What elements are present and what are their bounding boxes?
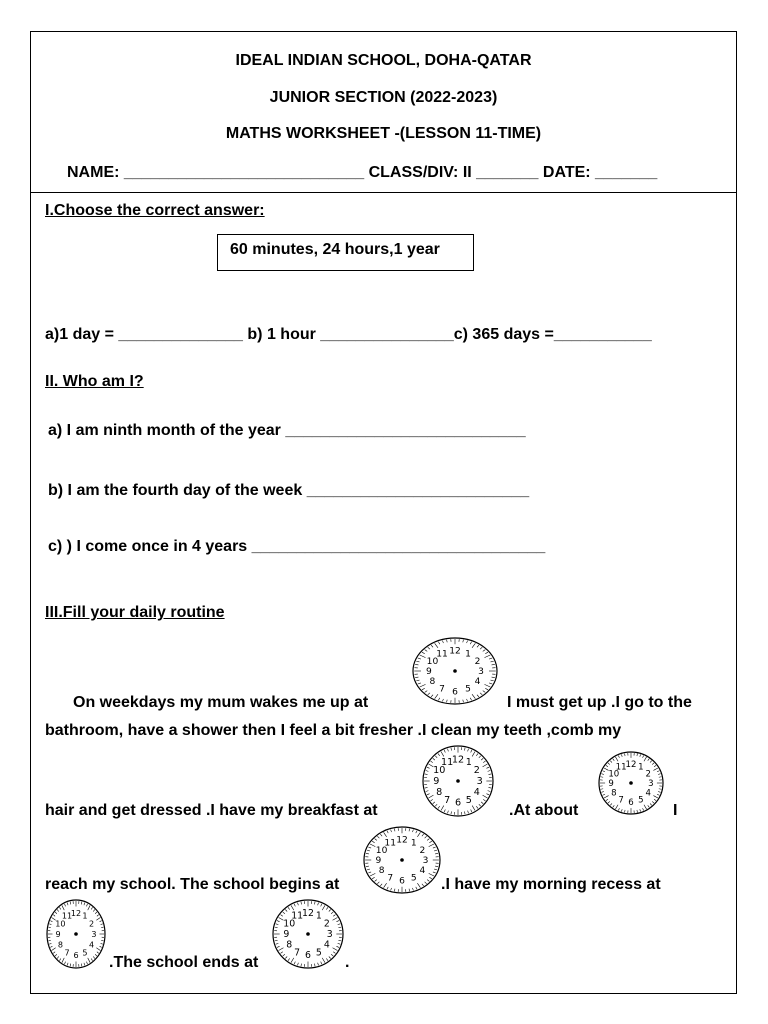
clock-number: 11 xyxy=(61,911,73,921)
clock-icon xyxy=(411,636,499,706)
clock-number: 5 xyxy=(410,873,417,884)
clock-number: 6 xyxy=(454,797,462,809)
routine-line5: .The school ends at xyxy=(109,954,259,971)
clock-number: 10 xyxy=(283,918,296,930)
clock-icon xyxy=(597,750,665,816)
clock-number: 7 xyxy=(618,795,624,806)
clock-number: 11 xyxy=(441,757,454,769)
routine-line4-start: reach my school. The school begins at xyxy=(45,876,340,893)
clock-number: 6 xyxy=(399,876,405,887)
options-box: 60 minutes, 24 hours,1 year xyxy=(217,234,474,271)
clock-number: 5 xyxy=(82,948,88,958)
routine-line4-end: .I have my morning recess at xyxy=(441,876,661,893)
clock-number: 4 xyxy=(89,940,95,950)
clock-number: 2 xyxy=(474,656,481,667)
clock-center xyxy=(400,858,404,862)
routine-line1-start: On weekdays my mum wakes me up at xyxy=(73,694,369,711)
clock-number: 10 xyxy=(375,845,388,856)
clock-number: 1 xyxy=(315,910,322,922)
clock-number: 12 xyxy=(302,907,314,919)
clock-number: 6 xyxy=(305,950,311,962)
clock-number: 4 xyxy=(323,939,330,951)
clock-number: 2 xyxy=(89,919,95,929)
routine-line3-mid: .At about xyxy=(509,802,579,819)
clock-number: 4 xyxy=(419,866,426,877)
clock-icon xyxy=(421,744,495,818)
clock-number: 9 xyxy=(283,929,290,940)
clock-number: 1 xyxy=(638,762,644,773)
clock-number: 2 xyxy=(473,765,480,777)
name-class-date-line: NAME: ___________________________ CLASS/DIV: II _______ DATE: _______ xyxy=(67,164,658,181)
clock-number: 9 xyxy=(375,856,382,866)
question-c: c) ) I come once in 4 years _________________________________ xyxy=(48,538,546,555)
clock-number: 8 xyxy=(436,786,443,798)
clock-number: 9 xyxy=(608,779,614,789)
clock-icon xyxy=(362,825,442,895)
clock-number: 7 xyxy=(387,873,394,884)
clock-number: 9 xyxy=(433,776,440,787)
clock-number: 4 xyxy=(473,786,480,798)
clock-number: 10 xyxy=(608,769,620,780)
clock-number: 10 xyxy=(55,919,66,929)
section1-questions: a)1 day = ______________ b) 1 hour _______________c) 365 days =___________ xyxy=(45,326,652,343)
clock-number: 6 xyxy=(73,951,79,961)
clock-number: 9 xyxy=(55,930,61,939)
clock-number: 11 xyxy=(615,762,627,773)
clock-number: 12 xyxy=(70,908,82,918)
clock-number: 8 xyxy=(429,677,436,688)
section-title: JUNIOR SECTION (2022-2023) xyxy=(269,89,498,106)
routine-line3-end: I xyxy=(673,802,678,819)
section1-title: I.Choose the correct answer: xyxy=(45,202,265,219)
clock-number: 11 xyxy=(291,910,304,922)
clock-number: 4 xyxy=(474,677,481,688)
clock-number: 11 xyxy=(384,838,397,849)
clock-center xyxy=(74,932,78,936)
section3-title: III.Fill your daily routine xyxy=(45,604,225,621)
clock-number: 4 xyxy=(645,788,651,799)
clock-number: 1 xyxy=(410,838,417,849)
clock-number: 2 xyxy=(419,845,426,856)
clock-number: 7 xyxy=(444,794,451,806)
clock-number: 6 xyxy=(452,687,458,698)
clock-number: 12 xyxy=(625,759,637,770)
clock-number: 1 xyxy=(465,649,471,660)
routine-line1-end: I must get up .I go to the xyxy=(507,694,692,711)
clock-icon xyxy=(271,898,345,970)
clock-number: 5 xyxy=(465,684,471,695)
clock-center xyxy=(629,781,633,785)
clock-center xyxy=(456,779,460,783)
clock-number: 5 xyxy=(638,795,644,806)
clock-number: 1 xyxy=(82,911,88,921)
clock-number: 6 xyxy=(628,798,634,809)
clock-number: 2 xyxy=(645,769,651,780)
clock-number: 8 xyxy=(286,939,293,951)
clock-number: 1 xyxy=(465,757,472,769)
section2-title: II. Who am I? xyxy=(45,373,144,390)
clock-number: 8 xyxy=(378,866,385,877)
question-b: b) I am the fourth day of the week _________________________ xyxy=(48,482,530,499)
clock-number: 12 xyxy=(449,646,461,657)
clock-number: 12 xyxy=(451,754,465,766)
clock-center xyxy=(453,669,457,673)
clock-number: 10 xyxy=(426,656,439,667)
clock-number: 3 xyxy=(422,856,429,866)
question-a: a) I am ninth month of the year ___________________________ xyxy=(48,422,526,439)
clock-number: 3 xyxy=(648,779,654,789)
clock-number: 9 xyxy=(426,667,432,677)
clock-number: 7 xyxy=(439,684,445,695)
clock-center xyxy=(306,932,310,936)
clock-number: 3 xyxy=(476,776,483,787)
clock-number: 3 xyxy=(326,929,333,940)
clock-number: 12 xyxy=(396,835,408,846)
clock-icon xyxy=(45,898,107,970)
clock-number: 3 xyxy=(91,930,97,939)
clock-number: 2 xyxy=(323,918,330,930)
school-title: IDEAL INDIAN SCHOOL, DOHA-QATAR xyxy=(235,52,532,69)
clock-number: 5 xyxy=(315,947,322,959)
clock-number: 3 xyxy=(478,667,484,677)
worksheet-title: MATHS WORKSHEET -(LESSON 11-TIME) xyxy=(225,125,542,142)
clock-number: 8 xyxy=(57,940,63,950)
clock-number: 8 xyxy=(611,788,617,799)
header-divider xyxy=(30,192,737,193)
clock-number: 7 xyxy=(294,947,301,959)
clock-number: 10 xyxy=(433,765,446,777)
routine-line2: bathroom, have a shower then I feel a bit fresher .I clean my teeth ,comb my xyxy=(45,722,622,739)
routine-line5-end: . xyxy=(345,954,350,971)
clock-number: 5 xyxy=(465,794,472,806)
routine-line3-start: hair and get dressed .I have my breakfast at xyxy=(45,802,378,819)
clock-number: 11 xyxy=(436,649,448,660)
clock-number: 7 xyxy=(64,948,70,958)
